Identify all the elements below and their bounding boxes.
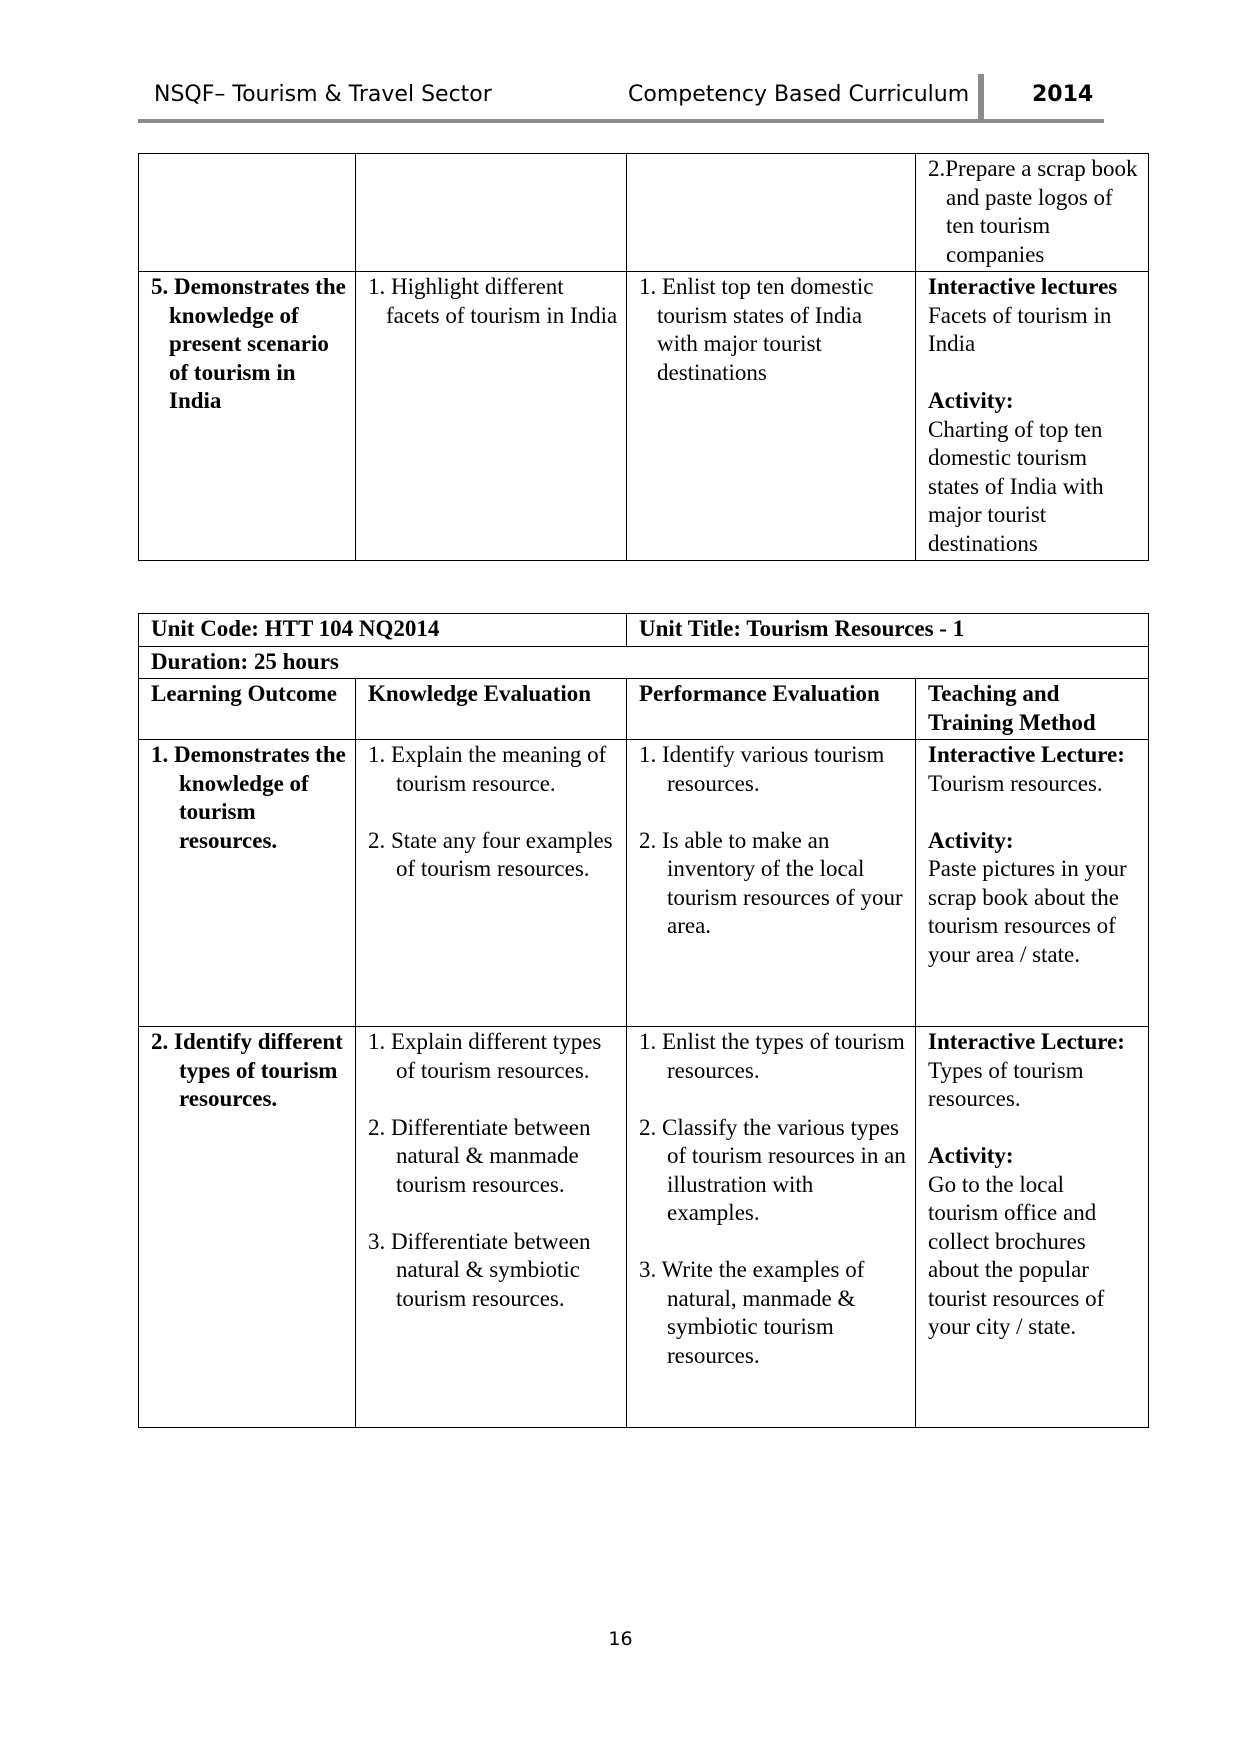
header-year: 2014 <box>1032 82 1094 107</box>
performance-cell <box>627 1027 916 1428</box>
unit-duration: Duration: 25 hours <box>139 646 1149 679</box>
knowledge-cell <box>356 1027 627 1428</box>
learning-outcome: 2. Identify different types of tourism resources. <box>151 1029 343 1111</box>
unit-table <box>138 613 1149 1428</box>
performance-item: 2. Is able to make an inventory of the local tourism resources of your area. <box>639 827 903 938</box>
activity-heading: Activity: <box>928 388 1014 413</box>
duration-row <box>139 646 1149 679</box>
activity-text: Charting of top ten domestic tourism states of India with major tourist destinations <box>928 416 1104 556</box>
table-row <box>139 154 1149 272</box>
method-heading: Interactive lectures <box>928 274 1118 299</box>
performance-cell <box>627 154 916 272</box>
performance-item: 1. Identify various tourism resources. <box>639 742 885 796</box>
outcome-cell <box>139 272 356 561</box>
page-number: 16 <box>608 1628 633 1650</box>
performance-item: 2. Classify the various types of tourism resources in an illustration with examples. <box>639 1114 906 1225</box>
knowledge-item: 3. Differentiate between natural & symbiotic tourism resources. <box>368 1228 591 1311</box>
performance-item: 1. Enlist top ten domestic tourism states of India with major tourist destinations <box>639 274 874 385</box>
method-text: Tourism resources. <box>928 770 1103 796</box>
performance-item: 3. Write the examples of natural, manmade & symbiotic tourism resources. <box>639 1257 865 1368</box>
learning-outcome: 1. Demonstrates the knowledge of tourism resources. <box>151 742 346 853</box>
activity-text: Paste pictures in your scrap book about the tourism resources of your area / state. <box>928 856 1127 967</box>
method-text: 2.Prepare a scrap book and paste logos of ten tourism companies <box>928 156 1138 267</box>
knowledge-item: 1. Explain the meaning of tourism resource. <box>368 742 607 796</box>
method-text: Facets of tourism in India <box>928 302 1112 356</box>
knowledge-item: 1. Explain different types of tourism resources. <box>368 1029 602 1083</box>
header-curriculum: Competency Based Curriculum <box>628 82 970 107</box>
knowledge-cell <box>356 272 627 561</box>
header-sector: NSQF– Tourism & Travel Sector <box>154 82 492 107</box>
method-cell <box>916 1027 1149 1428</box>
outcome-cell <box>139 740 356 1027</box>
unit-code: Unit Code: HTT 104 NQ2014 <box>139 614 627 647</box>
outcome-cell <box>139 1027 356 1428</box>
knowledge-item: 2. Differentiate between natural & manmade tourism resources. <box>368 1114 591 1197</box>
performance-item: 1. Enlist the types of tourism resources. <box>639 1029 905 1083</box>
method-cell <box>916 740 1149 1027</box>
method-cell <box>916 154 1149 272</box>
table-row <box>139 1027 1149 1428</box>
unit-title: Unit Title: Tourism Resources - 1 <box>627 614 1149 647</box>
table-row <box>139 740 1149 1027</box>
activity-text: Go to the local tourism office and collect brochures about the popular tourist resources of your city / state. <box>928 1171 1105 1339</box>
knowledge-cell <box>356 154 627 272</box>
knowledge-item: 1. Highlight different facets of tourism in India <box>368 274 618 328</box>
knowledge-item: 2. State any four examples of tourism resources. <box>368 827 613 881</box>
curriculum-table-continued <box>138 153 1149 561</box>
header-rule <box>138 119 1104 123</box>
knowledge-cell <box>356 740 627 1027</box>
method-heading: Interactive Lecture: <box>928 1029 1125 1054</box>
column-header-method: Teaching and Training Method <box>916 679 1149 740</box>
method-cell <box>916 272 1149 561</box>
activity-heading: Activity: <box>928 827 1014 853</box>
header-row <box>139 679 1149 740</box>
column-header-knowledge: Knowledge Evaluation <box>356 679 627 740</box>
table-row <box>139 272 1149 561</box>
learning-outcome: 5. Demonstrates the knowledge of present scenario of tourism in India <box>151 274 346 413</box>
activity-heading: Activity: <box>928 1143 1014 1168</box>
outcome-cell <box>139 154 356 272</box>
header-divider <box>978 74 984 120</box>
method-text: Types of tourism resources. <box>928 1057 1084 1111</box>
column-header-performance: Performance Evaluation <box>627 679 916 740</box>
column-header-outcome: Learning Outcome <box>139 679 356 740</box>
page-header <box>138 78 1098 114</box>
performance-cell <box>627 272 916 561</box>
unit-info-row <box>139 614 1149 647</box>
performance-cell <box>627 740 916 1027</box>
method-heading: Interactive Lecture: <box>928 742 1125 767</box>
